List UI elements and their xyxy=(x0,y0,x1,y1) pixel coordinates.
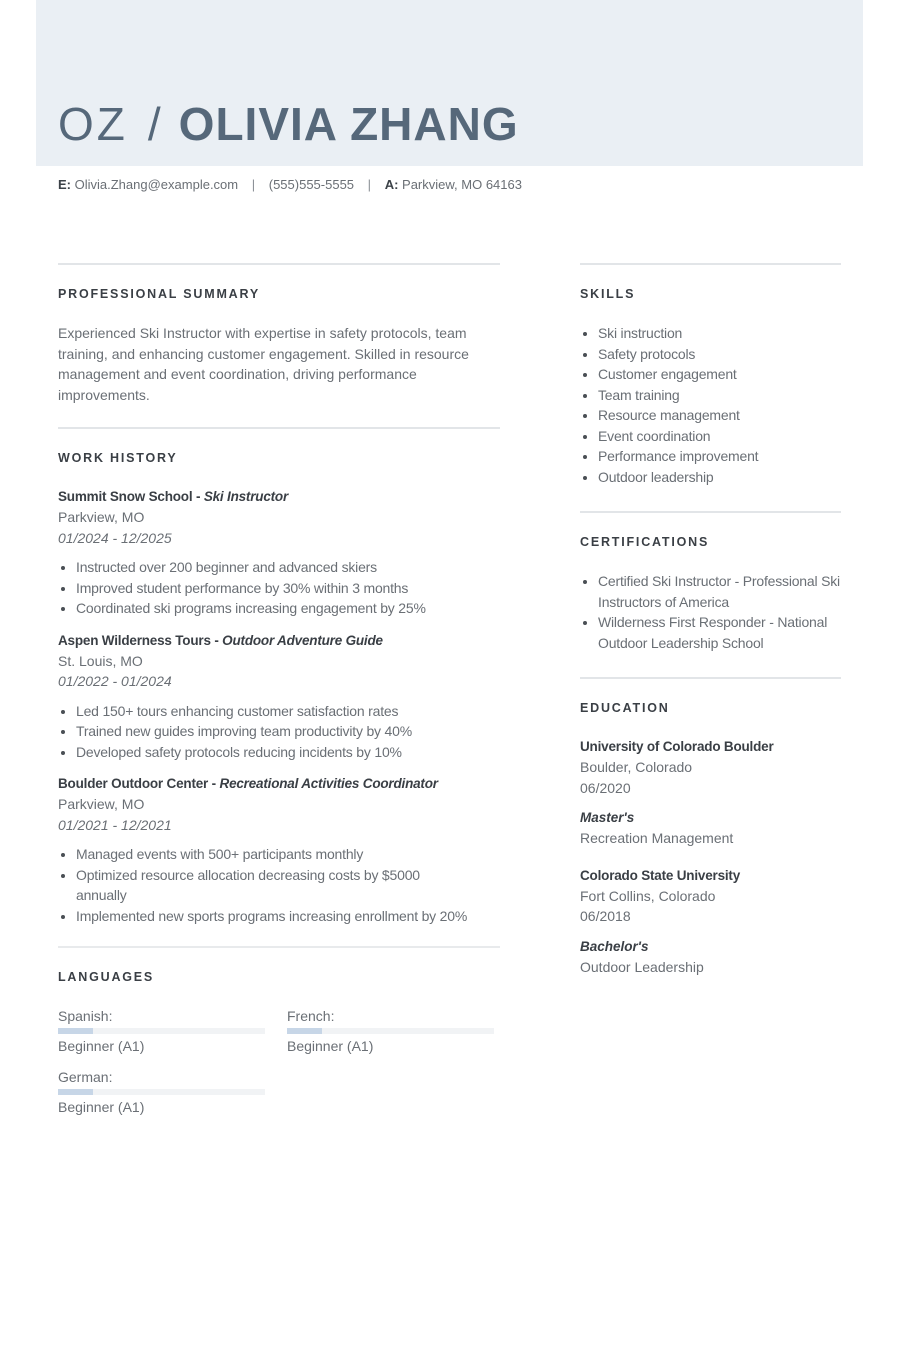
language-item xyxy=(287,1006,494,1056)
certifications-title: CERTIFICATIONS xyxy=(580,535,710,549)
skill-item: Outdoor leadership xyxy=(598,467,841,488)
work-history-section xyxy=(58,427,500,946)
job-company: Boulder Outdoor Center xyxy=(58,776,209,791)
education-section xyxy=(580,677,841,1009)
language-name: German: xyxy=(58,1069,113,1085)
languages-title: LANGUAGES xyxy=(58,970,155,984)
job-dash: - xyxy=(210,632,223,648)
job-heading xyxy=(58,774,500,794)
job-heading xyxy=(58,631,500,651)
name-slash: / xyxy=(147,98,161,150)
languages-section xyxy=(58,946,500,1178)
language-name: Spanish: xyxy=(58,1008,113,1024)
language-item xyxy=(58,1067,265,1117)
job-location: Parkview, MO xyxy=(58,509,145,525)
job-dates: 01/2022 - 01/2024 xyxy=(58,673,172,689)
job-dates: 01/2024 - 12/2025 xyxy=(58,529,172,546)
contact-line xyxy=(58,177,522,192)
job-location: Parkview, MO xyxy=(58,796,145,812)
education-degree: Bachelor's xyxy=(580,938,649,954)
job-dates: 01/2021 - 12/2021 xyxy=(58,816,172,833)
summary-text: Experienced Ski Instructor with expertise in safety protocols, team training, and enhancing customer engagement. Skilled in resource management and event coordination, driving performance improvements. xyxy=(58,325,469,403)
job-bullet: Developed safety protocols reducing incidents by 10% xyxy=(76,742,500,763)
language-level: Beginner (A1) xyxy=(287,1038,374,1054)
job-company: Summit Snow School xyxy=(58,489,193,504)
job-bullets xyxy=(58,557,500,619)
languages-grid xyxy=(58,1006,500,1156)
language-bar-fill xyxy=(58,1028,93,1034)
job-heading xyxy=(58,487,500,507)
name-initials: OZ xyxy=(58,98,128,150)
education-date: 06/2018 xyxy=(580,908,631,924)
education-title: EDUCATION xyxy=(580,701,670,715)
address-label: A: xyxy=(384,177,399,192)
education-entry xyxy=(580,737,841,849)
job-bullet: Trained new guides improving team productivity by 40% xyxy=(76,721,500,742)
certification-item: Wilderness First Responder - National Outdoor Leadership School xyxy=(598,612,841,653)
language-bar xyxy=(287,1028,494,1034)
job-role: Ski Instructor xyxy=(203,489,289,504)
email-value[interactable]: Olivia.Zhang@example.com xyxy=(74,177,239,192)
contact-separator: | xyxy=(367,177,372,192)
skill-item: Performance improvement xyxy=(598,446,841,467)
skill-item: Resource management xyxy=(598,405,841,426)
skill-item: Ski instruction xyxy=(598,323,841,344)
job-entry xyxy=(58,774,500,926)
summary-title: PROFESSIONAL SUMMARY xyxy=(58,287,260,301)
language-name: French: xyxy=(287,1008,335,1024)
language-item xyxy=(58,1006,265,1056)
email-label: E: xyxy=(58,177,71,192)
left-column xyxy=(58,263,500,1178)
job-bullet: Implemented new sports programs increasing enrollment by 20% xyxy=(76,906,500,927)
skills-list xyxy=(580,323,841,487)
education-school: Colorado State University xyxy=(580,867,741,883)
education-date: 06/2020 xyxy=(580,779,631,796)
job-entry xyxy=(58,631,500,763)
job-bullets xyxy=(58,844,500,926)
education-entry xyxy=(580,866,841,978)
certifications-list xyxy=(580,571,841,653)
job-bullet: Instructed over 200 beginner and advanced skiers xyxy=(76,557,500,578)
full-name: OLIVIA ZHANG xyxy=(178,98,519,150)
skill-item: Customer engagement xyxy=(598,364,841,385)
job-bullet: Managed events with 500+ participants monthly xyxy=(76,844,500,865)
skill-item: Event coordination xyxy=(598,426,841,447)
language-level: Beginner (A1) xyxy=(58,1038,145,1054)
education-location: Boulder, Colorado xyxy=(580,759,693,775)
education-location: Fort Collins, Colorado xyxy=(580,887,716,904)
address-value: Parkview, MO 64163 xyxy=(402,177,522,192)
education-school: University of Colorado Boulder xyxy=(580,739,774,754)
job-dash: - xyxy=(208,776,220,791)
education-field: Outdoor Leadership xyxy=(580,958,704,975)
language-bar-fill xyxy=(58,1089,93,1095)
job-bullet: Optimized resource allocation decreasing costs by $5000 annually xyxy=(76,865,456,906)
job-location: St. Louis, MO xyxy=(58,652,143,669)
job-bullets xyxy=(58,701,500,763)
job-entry xyxy=(58,487,500,619)
job-bullet: Improved student performance by 30% within 3 months xyxy=(76,578,500,599)
job-company: Aspen Wilderness Tours xyxy=(58,632,211,648)
certifications-section xyxy=(580,511,841,677)
job-dash: - xyxy=(192,489,204,504)
name-heading xyxy=(58,96,519,152)
education-degree: Master's xyxy=(580,810,635,825)
summary-section xyxy=(58,263,500,427)
right-column xyxy=(580,263,841,1009)
work-history-title: WORK HISTORY xyxy=(58,451,178,465)
job-bullet: Coordinated ski programs increasing engagement by 25% xyxy=(76,598,500,619)
job-role: Recreational Activities Coordinator xyxy=(219,776,438,791)
skill-item: Safety protocols xyxy=(598,344,841,365)
job-role: Outdoor Adventure Guide xyxy=(222,632,383,648)
skills-title: SKILLS xyxy=(580,287,636,301)
language-level: Beginner (A1) xyxy=(58,1099,145,1115)
phone-value[interactable]: (555)555-5555 xyxy=(268,177,355,192)
language-bar xyxy=(58,1028,265,1034)
skill-item: Team training xyxy=(598,385,841,406)
job-bullet: Led 150+ tours enhancing customer satisfaction rates xyxy=(76,701,500,722)
skills-section xyxy=(580,263,841,511)
language-bar-fill xyxy=(287,1028,322,1034)
certification-item: Certified Ski Instructor - Professional Ski Instructors of America xyxy=(598,571,841,612)
education-field: Recreation Management xyxy=(580,830,734,846)
language-bar xyxy=(58,1089,265,1095)
contact-separator: | xyxy=(251,177,256,192)
